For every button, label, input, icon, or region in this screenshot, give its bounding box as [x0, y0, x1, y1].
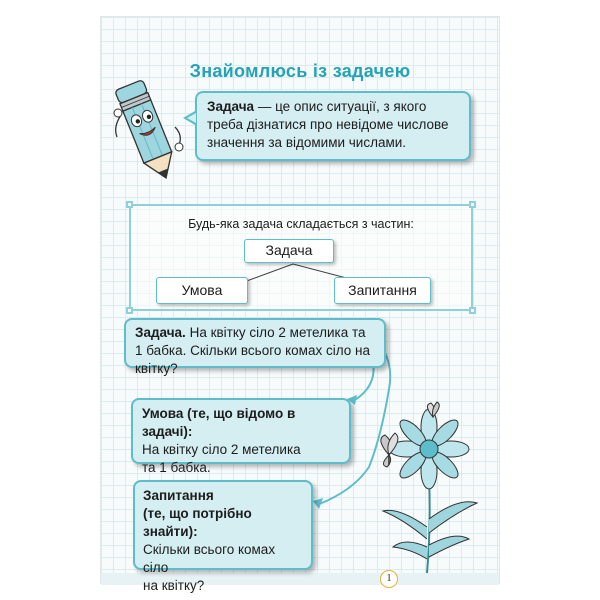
flower-butterfly-illustration	[369, 407, 501, 573]
node-task: Задача	[244, 239, 334, 263]
definition-text: — це опис ситуації, з якого треба дізнатися про невідоме числове значення за відомими числами.	[207, 99, 449, 150]
question-heading-2: (те, що потрібно знайти):	[143, 506, 252, 539]
example-term: Задача.	[135, 325, 186, 340]
node-question: Запитання	[334, 277, 431, 304]
condition-heading: Умова (те, що відомо в задачі):	[142, 406, 296, 439]
definition-term: Задача	[207, 99, 255, 114]
textbook-page	[100, 16, 500, 593]
question-line-1: Скільки всього комах сіло	[143, 542, 276, 575]
page-title: Знайомлюсь із задачею	[189, 61, 411, 81]
question-heading-1: Запитання	[143, 488, 214, 503]
condition-box	[131, 398, 351, 475]
question-line-2: на квітку?	[143, 578, 205, 593]
condition-line-1: На квітку сіло 2 метелика	[142, 442, 301, 457]
condition-line-2: та 1 бабка.	[142, 460, 211, 475]
page-number: 1	[380, 570, 398, 588]
example-task-box	[124, 318, 386, 376]
example-text: На квітку сіло 2 метелика та 1 бабка. Скільки всього комах сіло на квітку?	[135, 325, 370, 376]
diagram-caption: Будь-яка задача складається з частин:	[188, 217, 414, 231]
node-condition: Умова	[156, 277, 248, 304]
question-box	[133, 480, 313, 593]
